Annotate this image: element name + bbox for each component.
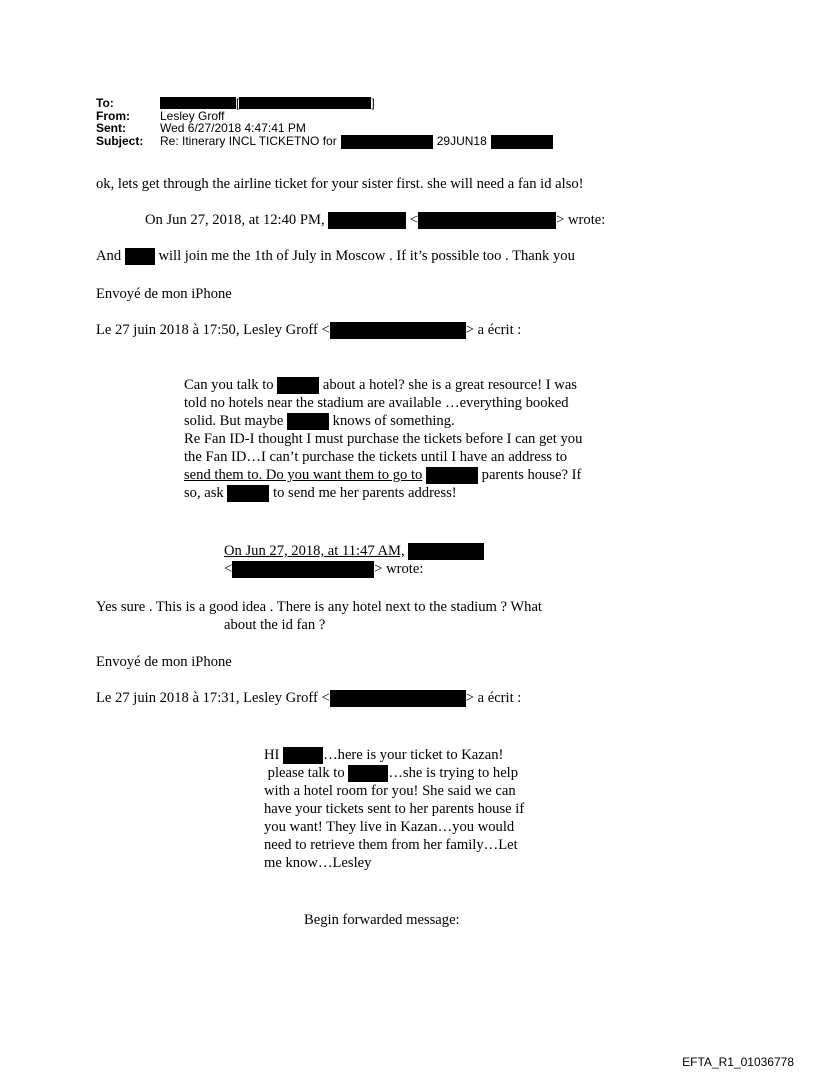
subject-prefix: Re: Itinerary INCL TICKETNO for [160,133,337,148]
quote-date: On Jun 27, 2018, at 12:40 PM, [145,212,325,228]
to-bracket-close: ] [371,96,375,110]
email-header [96,97,553,147]
text-span: to send me her parents address! [273,485,457,501]
redaction-box [239,97,371,109]
sent-value: Wed 6/27/2018 4:47:41 PM [160,121,306,135]
text-span: …here is your ticket to Kazan! [323,747,504,763]
text-line: me know…Lesley [264,855,372,871]
redaction-box [348,765,388,782]
text-span: …she is trying to help [388,765,519,781]
text-span: please talk to [267,765,345,781]
signature: Envoyé de mon iPhone [96,654,232,670]
redaction-box [426,467,478,484]
redaction-box [418,212,556,229]
quote-header [96,321,521,339]
forwarded-label: Begin forwarded message: [304,912,460,928]
text-span: send them to. Do you want them to go to [184,467,423,483]
text-span: HI [264,747,280,763]
quoted-message [184,376,582,502]
redaction-box [232,561,374,578]
header-subject-row [96,135,553,148]
from-label: From: [96,108,130,123]
text-line: Re Fan ID-I thought I must purchase the tickets before I can get you [184,431,583,447]
header-sent-row [96,122,553,135]
text-span: Can you talk to [184,377,274,393]
body-paragraph: about the id fan ? [224,617,326,633]
text-line: need to retrieve them from her family…Let [264,837,518,853]
quote-wrote: > wrote: [556,212,606,228]
redaction-box [328,212,406,229]
angle-bracket: < [409,212,419,228]
text-span: solid. But maybe [184,413,284,429]
quote-date: Le 27 juin 2018 à 17:31, Lesley Groff < [96,690,330,706]
sent-label: Sent: [96,121,126,135]
document-id: EFTA_R1_01036778 [682,1055,794,1069]
quote-header [96,689,521,707]
redaction-box [160,97,236,109]
redaction-box [491,135,553,149]
from-value: Lesley Groff [160,108,225,123]
quote-header [224,542,484,578]
quote-wrote: > wrote: [374,561,424,577]
body-paragraph [96,247,575,265]
subject-date: 29JUN18 [436,133,487,148]
redaction-box [277,377,319,394]
redaction-box [341,135,433,149]
text-line: the Fan ID…I can’t purchase the tickets until I have an address to [184,449,568,465]
text-line: have your tickets sent to her parents house if [264,801,525,817]
redaction-box [330,690,466,707]
text-line: with a hotel room for you! She said we can [264,783,516,799]
text-span: will join me the 1th of July in Moscow . If it’s possible too . Thank you [158,248,575,264]
header-to-row [96,97,553,110]
quote-date: On Jun 27, 2018, at 11:47 AM, [224,543,405,559]
redaction-box [287,413,329,430]
to-bracket-open: [ [236,96,240,110]
text-span: knows of something. [332,413,455,429]
quote-wrote: > a écrit : [465,322,522,338]
redaction-box [408,543,484,560]
redaction-box [330,322,466,339]
to-label: To: [96,96,114,110]
body-paragraph: ok, lets get through the airline ticket for your sister first. she will need a fan id also! [96,176,584,192]
quoted-message [264,746,524,872]
redaction-box [227,485,269,502]
redaction-box [125,248,155,265]
redaction-box [283,747,323,764]
text-line: you want! They live in Kazan…you would [264,819,515,835]
signature: Envoyé de mon iPhone [96,286,232,302]
angle-bracket: < [224,561,233,577]
text-span: so, ask [184,485,224,501]
text-span: parents house? If [481,467,582,483]
text-span: about a hotel? she is a great resource! I was [322,377,577,393]
text-line: told no hotels near the stadium are available …everything booked [184,395,569,411]
quote-header [145,211,605,229]
text-span: And [96,248,122,264]
quote-date: Le 27 juin 2018 à 17:50, Lesley Groff < [96,322,330,338]
quote-wrote: > a écrit : [465,690,522,706]
body-paragraph: Yes sure . This is a good idea . There is any hotel next to the stadium ? What [96,599,542,615]
subject-label: Subject: [96,133,144,148]
